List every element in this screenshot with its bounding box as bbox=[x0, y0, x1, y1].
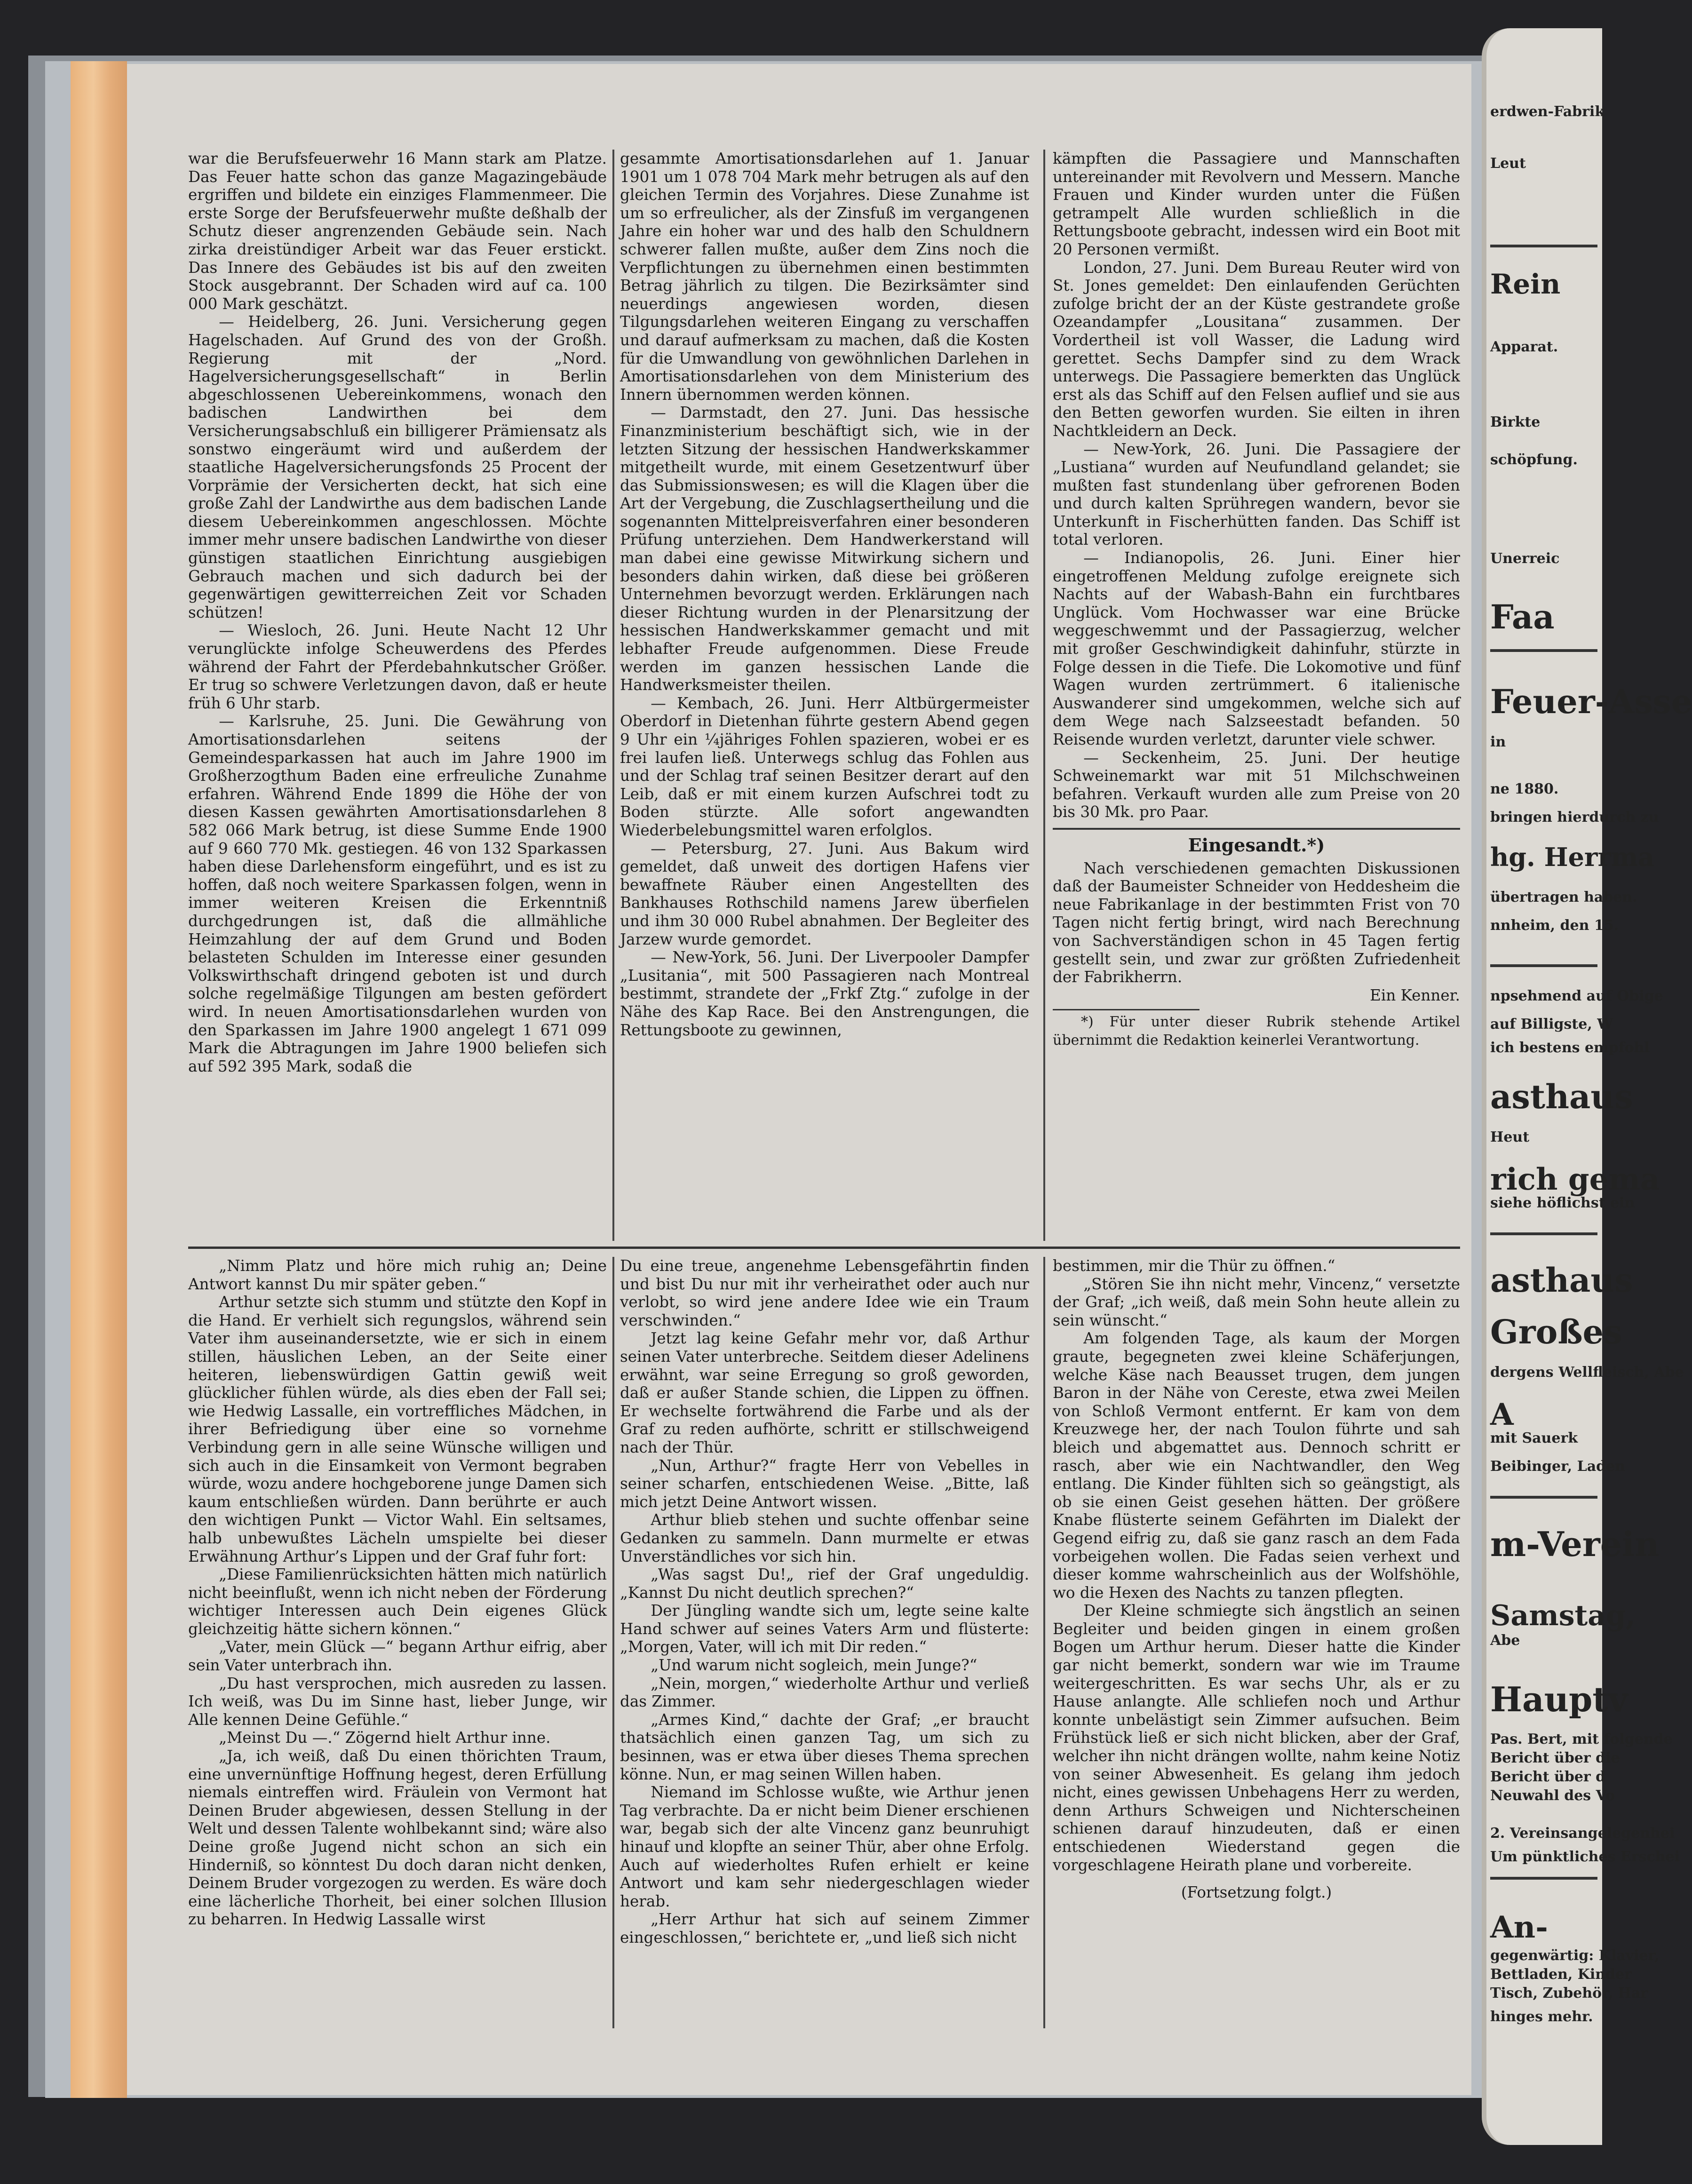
news-column-3 bbox=[1053, 150, 1460, 1050]
novel-paragraph: „Armes Kind,“ dachte der Graf; „er braucht thatsächlich einen ganzen Tag, um sich zu besinnen, was er etwa über dieses Thema sprechen könne. Nun, er mag seinen Willen haben. bbox=[620, 1710, 1029, 1783]
adjacent-page-fragment: hinges mehr. bbox=[1490, 2009, 1593, 2025]
news-paragraph: — Heidelberg, 26. Juni. Versicherung gegen Hagelschaden. Auf Grund des von der Großh. Regierung mit der „Nord. Hagelversicherungsgesellschaft“ in Berlin abgeschlossenen Uebereinkommens, wonach den badischen Landwirthen bei dem Versicherungsabschluß ein billigerer Prämiensatz als sonstwo eingeräumt wird und außerdem der staatliche Hagelversicherungsfonds 25 Procent der Vorprämie der Versicherten deckt, hat sich eine große Zahl der Landwirthe aus dem badischen Lande diesem Uebereinkommen angeschlossen. Möchte immer mehr unsere badischen Landwirthe von dieser günstigen staatlichen Einrichtung ausgiebigen Gebrauch machen und sich dadurch bei der gegenwärtigen gewitterreichen Zeit vor Schaden schützen! bbox=[188, 313, 607, 621]
adjacent-page-rule bbox=[1490, 245, 1597, 247]
adjacent-page-fragment: An- bbox=[1490, 1910, 1548, 1945]
adjacent-page-fragment: Bettladen, Kinder bbox=[1490, 1966, 1632, 1983]
adjacent-page-fragment: Unerreic bbox=[1490, 550, 1560, 567]
adjacent-page-rule bbox=[1490, 649, 1597, 652]
footnote-rule bbox=[1053, 1009, 1199, 1010]
novel-paragraph: Am folgenden Tage, als kaum der Morgen graute, begegneten zwei kleine Schäferjungen, welche Käse nach Beausset trugen, dem jungen Baron in der Nähe von Cereste, etwa zwei Meilen von Schloß Vermont entfernt. Er kam von dem Kreuzwege her, der nach Toulon führte und sah bleich und abgemattet aus. Dennoch schritt er rasch, aber wie ein Nachtwandler, den Weg entlang. Die Kinder fühlten sich so geängstigt, als ob sie einen Geist gesehen hätten. Der größere Knabe flüsterte seinem Gefährten im Dialekt der Gegend eifrig zu, daß sie ganz rasch an dem Fada vorbeigehen wollen. Die Fadas seien verhext und dieser komme wahrscheinlich aus der Wolfshöhle, wo die Hexen des Nachts zu tanzen pflegten. bbox=[1053, 1329, 1460, 1602]
adjacent-page-fragment: asthaus bbox=[1490, 1261, 1633, 1300]
novel-paragraph: „Und warum nicht sogleich, mein Junge?“ bbox=[651, 1656, 977, 1675]
adjacent-page-fragment: Großes bbox=[1490, 1312, 1622, 1351]
novel-paragraph: Jetzt lag keine Gefahr mehr vor, daß Arthur seinen Vater unterbreche. Seitdem dieser Adelinens erwähnt, war seine Erregung so groß geworden, daß er außer Stande schien, die Lippen zu öffnen. Er wechselte fortwährend die Farbe und als der Graf zu reden aufhörte, schritt er stillschweigend nach der Thür. bbox=[620, 1329, 1029, 1456]
novel-paragraph: „Du hast versprochen, mich ausreden zu lassen. Ich weiß, was Du im Sinne hast, lieber Junge, wir Alle kennen Deine Gefühle.“ bbox=[188, 1674, 607, 1729]
news-paragraph: — Kembach, 26. Juni. Herr Altbürgermeister Oberdorf in Dietenhan führte gestern Abend gegen 9 Uhr ein ¼jähriges Fohlen spazieren, wobei er es frei laufen ließ. Unterwegs schlug das Fohlen aus und der Schlag traf seinen Besitzer derart auf den Leib, daß er mit einem kurzen Aufschrei todt zu Boden stürzte. Alle sofort angewandten Wiederbelebungsmittel waren erfolglos. bbox=[620, 694, 1029, 839]
adjacent-page-fragment: Rein bbox=[1490, 268, 1561, 300]
novel-paragraph: „Diese Familienrücksichten hätten mich natürlich nicht beeinflußt, wenn ich nicht neben der Förderung wichtiger Interessen auch Dein eigenes Glück gleichzeitig hätte sichern können.“ bbox=[188, 1565, 607, 1638]
adjacent-page-fragment: ich bestens empfohl bbox=[1490, 1040, 1650, 1056]
novel-paragraph: „Was sagst Du!„ rief der Graf ungeduldig. „Kannst Du nicht deutlich sprechen?“ bbox=[620, 1565, 1029, 1602]
adjacent-page-fragment: Birkte bbox=[1490, 414, 1541, 430]
novel-paragraph: Der Jüngling wandte sich um, legte seine kalte Hand schwer auf seines Vaters Arm und flüsterte: „Morgen, Vater, will ich mit Dir reden.“ bbox=[620, 1602, 1029, 1656]
adjacent-page-fragment: 2. Vereinsangelegenhei bbox=[1490, 1825, 1675, 1842]
adjacent-page-fragment: Faa bbox=[1490, 597, 1555, 636]
adjacent-page-fragment: hg. Herrma bbox=[1490, 842, 1655, 872]
page-edge-stack bbox=[71, 61, 127, 2098]
adjacent-page-fragment: in bbox=[1490, 734, 1506, 750]
adjacent-page-rule bbox=[1490, 1496, 1597, 1499]
adjacent-page-rule bbox=[1490, 964, 1597, 967]
adjacent-page-fragment: siehe höflichst ein bbox=[1490, 1195, 1635, 1211]
news-column-1 bbox=[188, 150, 607, 1075]
news-paragraph: — Karlsruhe, 25. Juni. Die Gewährung von Amortisationsdarlehen seitens der Gemeindesparkassen hat auch im Jahre 1900 im Großherzogthum Baden eine erfreuliche Zunahme erfahren. Während Ende 1899 die Höhe der von diesen Kassen gewährten Amortisationsdarlehen 8 582 066 Mark betrug, ist diese Summe Ende 1900 auf 9 660 770 Mk. gestiegen. 46 von 132 Sparkassen haben diese Darlehensform eingeführt, und es ist zu hoffen, daß noch weitere Sparkassen folgen, wenn in immer weiteren Kreisen die Erkenntniß durchgedrungen ist, daß die allmähliche Heimzahlung der auf dem Grund und Boden belasteten Schulden im Interesse einer gesunden Volkswirthschaft dringend geboten ist und durch solche regelmäßige Tilgungen am besten gefördert wird. In neuen Amortisationsdarlehen wurden von den Sparkassen im Jahre 1900 angelegt 1 671 099 Mark die Abtragungen im Jahre 1900 beliefen sich auf 592 395 Mark, sodaß die bbox=[188, 712, 607, 1075]
editorial-footnote: *) Für unter dieser Rubrik stehende Artikel übernimmt die Redaktion keinerlei Verantwortung. bbox=[1053, 1014, 1460, 1048]
news-column-2 bbox=[620, 150, 1029, 1039]
adjacent-page-fragment: Heut bbox=[1490, 1129, 1530, 1145]
adjacent-page-fragment: Samstag, bbox=[1490, 1599, 1636, 1632]
column-rule-3 bbox=[612, 1257, 614, 2028]
adjacent-page-fragment: bringen hierdurch zu bbox=[1490, 809, 1659, 826]
novel-paragraph: „Ja, ich weiß, daß Du einen thörichten Traum, eine unvernünftige Hoffnung hegest, deren Erfüllung niemals eintreffen wird. Fräulein von Vermont hat Deinen Bruder abgewiesen, dessen Stellung in der Welt und dessen Talente wohlbekannt sind; wäre also Deine große Jugend nicht schon an sich ein Hinderniß, so könntest Du doch daran nicht denken, Deinem Bruder vorgezogen zu werden. Es wäre doch eine lächerliche Thorheit, bei einer solchen Illusion zu beharren. In Hedwig Lassalle wirst bbox=[188, 1747, 607, 1929]
novel-paragraph: Du eine treue, angenehme Lebensgefährtin finden und bist Du nur mit ihr verheirathet oder auch nur verlobt, so wird jene andere Idee wie ein Traum verschwinden.“ bbox=[620, 1257, 1029, 1329]
eingesandt-text: Nach verschiedenen gemachten Diskussionen daß der Baumeister Schneider von Heddesheim die neue Fabrikanlage in der bestimmten Frist von 70 Tagen nicht fertig bringt, wird nach Berechnung von Sachverständigen schon in 45 Tagen fertig gestellt sein, und zwar zur größten Zufriedenheit der Fabrikherrn. bbox=[1053, 859, 1460, 986]
adjacent-page-fragment: auf Billigste, W bbox=[1490, 1016, 1613, 1032]
novel-column-3 bbox=[1053, 1257, 1460, 1902]
continuation-note: (Fortsetzung folgt.) bbox=[1181, 1883, 1332, 1902]
novel-paragraph: Der Kleine schmiegte sich ängstlich an seinen Begleiter und beiden gingen in einem großen Bogen um Arthur herum. Dieser hatte die Kinder gar nicht bemerkt, sondern war wie im Traume weitergeschritten. Es war sechs Uhr, als er zu Hause anlangte. Alle schliefen noch und Arthur konnte unbelästigt sein Zimmer aufsuchen. Beim Frühstück ließ er sich nicht blicken, aber der Graf, welcher ihn nicht drängen wollte, nahm keine Notiz von seiner Abwesenheit. Es gelang ihm jedoch nicht, eines gewissen Unbehagens Herr zu werden, denn Arthurs Schweigen und Nichterscheinen schienen darauf hinzudeuten, daß er einen entschiedenen Wiederstand gegen die vorgeschlagene Heirath plane und vorbereite. bbox=[1053, 1602, 1460, 1874]
novel-paragraph: „Nein, morgen,“ wiederholte Arthur und verließ das Zimmer. bbox=[620, 1674, 1029, 1711]
novel-paragraph: „Nimm Platz und höre mich ruhig an; Deine Antwort kannst Du mir später geben.“ bbox=[188, 1257, 607, 1293]
adjacent-page-fragment: ne 1880. bbox=[1490, 781, 1559, 797]
news-paragraph: — Wiesloch, 26. Juni. Heute Nacht 12 Uhr verunglückte infolge Scheuwerdens des Pferdes während der Fahrt der Pferdebahnkutscher Größer. Er trug so schwere Verletzungen davon, daß er heute früh 6 Uhr starb. bbox=[188, 621, 607, 712]
adjacent-page-fragment: npsehmend auf Obige bbox=[1490, 988, 1663, 1004]
adjacent-page-fragment: Abe bbox=[1490, 1632, 1520, 1649]
adjacent-page-fragment: Bericht über d bbox=[1490, 1769, 1606, 1785]
novel-paragraph: „Vater, mein Glück —“ begann Arthur eifrig, aber sein Vater unterbrach ihn. bbox=[188, 1638, 607, 1675]
adjacent-page-rule bbox=[1490, 1232, 1597, 1235]
news-paragraph: war die Berufsfeuerwehr 16 Mann stark am Platze. Das Feuer hatte schon das ganze Magazingebäude ergriffen und bildete ein einziges Flammenmeer. Die erste Sorge der Berufsfeuerwehr mußte deßhalb der Schutz dieser angrenzenden Gebäude sein. Nach zirka dreistündiger Arbeit war das Feuer erstickt. Das Innere des Gebäudes ist bis auf den zweiten Stock ausgebrannt. Der Schaden wird auf ca. 100 000 Mark geschätzt. bbox=[188, 150, 607, 313]
news-paragraph: — New-York, 56. Juni. Der Liverpooler Dampfer „Lusitania“, mit 500 Passagieren nach Montreal bestimmt, strandete der „Frkf Ztg.“ zufolge in der Nähe des Kap Race. Bei den Anstrengungen, die Rettungsboote zu gewinnen, bbox=[620, 948, 1029, 1039]
novel-paragraph: Arthur setzte sich stumm und stützte den Kopf in die Hand. Er verhielt sich regungslos, während sein Vater ihm auseinandersetzte, wie er sich in einem stillen, häuslichen Leben, an der Seite einer heiteren, liebenswürdigen Gattin gewiß weit glücklicher fühlen würde, als dies eben der Fall sei; wie Hedwig Lassalle, ein vortreffliches Mädchen, in ihrer Befriedigung über eine so vornehme Verbindung gern in alle seine Wünsche willigen und sich auch in die Einsamkeit von Vermont begraben würde, wozu andere hochgeborene junge Damen sich kaum entschließen würden. Dann berührte er auch den wichtigen Punkt — Victor Wahl. Ein seltsames, halb unbewußtes Lächeln umspielte bei dieser Erwähnung Arthur’s Lippen und der Graf fuhr fort: bbox=[188, 1293, 607, 1565]
news-paragraph: — Seckenheim, 25. Juni. Der heutige Schweinemarkt war mit 51 Milchschweinen befahren. Verkauft wurden alle zum Preise von 20 bis 30 Mk. pro Paar. bbox=[1053, 748, 1460, 821]
novel-column-2 bbox=[620, 1257, 1029, 1947]
news-paragraph: — Darmstadt, den 27. Juni. Das hessische Finanzministerium beschäftigt sich, wie in der letzten Sitzung der hessischen Handwerkskammer mitgetheilt wurde, mit einem Gesetzentwurf über das Submissionswesen; es will die Klagen über die Art der Vergebung, die Zuschlagsertheilung und die sogenannten Mittelpreisverfahren einer besonderen Prüfung unterziehen. Dem Handwerkerstand will man dabei eine gewisse Mitwirkung sichern und besonders dahin wirken, daß diese bei größeren Unternehmen bevorzugt werden. Erklärungen nach dieser Richtung wurden in der Plenarsitzung der hessischen Handwerkskammer gemacht und mit lebhafter Freude aufgenommen. Diese Freude werden im ganzen hessischen Lande die Handwerksmeister theilen. bbox=[620, 404, 1029, 694]
adjacent-page-fragment: Tisch, Zubehör, Har bbox=[1490, 1985, 1648, 2001]
adjacent-page-fragment: übertragen haben. bbox=[1490, 889, 1637, 905]
novel-paragraph: „Nun, Arthur?“ fragte Herr von Vebelles in seiner scharfen, entschiedenen Weise. „Bitte, laß mich jetzt Deine Antwort wissen. bbox=[620, 1456, 1029, 1511]
adjacent-page-fragment: mit Sauerk bbox=[1490, 1430, 1578, 1446]
adjacent-page-fragment: A bbox=[1490, 1397, 1514, 1432]
novel-column-1 bbox=[188, 1257, 607, 1929]
adjacent-page-fragment: gegenwärtig: Klavier, bbox=[1490, 1947, 1660, 1964]
adjacent-page-fragment: Apparat. bbox=[1490, 339, 1558, 355]
adjacent-page-fragment: erdwen-Fabrik bbox=[1490, 103, 1605, 120]
news-paragraph: kämpften die Passagiere und Mannschaften untereinander mit Revolvern und Messern. Manche Frauen und Kinder wurden unter die Füßen getrampelt Alle wurden schließlich in die Rettungsboote gebracht, indessen wird ein Boot mit 20 Personen vermißt. bbox=[1053, 150, 1460, 258]
adjacent-page-fragment: Feuer-Asse bbox=[1490, 682, 1692, 721]
news-paragraph: — New-York, 26. Juni. Die Passagiere der „Lustiana“ wurden auf Neufundland gelandet; sie mußten fast stundenlang über gefrorenen Boden und durch kalten Sprühregen wandern, bevor sie Unterkunft in Fischerhütten fanden. Das Schiff ist total verloren. bbox=[1053, 440, 1460, 549]
news-paragraph: London, 27. Juni. Dem Bureau Reuter wird von St. Jones gemeldet: Den einlaufenden Gerüchten zufolge bricht der an der Küste gestrandete große Ozeandampfer „Lousitana“ zusammen. Der Vordertheil ist voll Wasser, die Ladung wird gerettet. Sechs Dampfer sind zu dem Wrack unterwegs. Die Passagiere bemerkten das Unglück erst als das Schiff auf den Felsen auflief und sie aus den Betten geworfen wurden. Sie eilten in ihren Nachtkleidern an Deck. bbox=[1053, 258, 1460, 440]
adjacent-page-fragment: Beibinger, Laden bbox=[1490, 1458, 1626, 1475]
adjacent-page-fragment: nnheim, den 15. bbox=[1490, 917, 1619, 934]
adjacent-page-fragment: rich gema bbox=[1490, 1162, 1660, 1197]
novel-paragraph: „Stören Sie ihn nicht mehr, Vincenz,“ versetzte der Graf; „ich weiß, daß mein Sohn heute allein zu sein wünscht.“ bbox=[1053, 1275, 1460, 1329]
adjacent-page-fragment: asthaus bbox=[1490, 1077, 1633, 1116]
adjacent-page-fragment: schöpfung. bbox=[1490, 452, 1578, 468]
eingesandt-heading: Eingesandt.*) bbox=[1188, 834, 1325, 856]
novel-paragraph: „Herr Arthur hat sich auf seinem Zimmer eingeschlossen,“ berichtete er, „und ließ sich nicht bbox=[620, 1910, 1029, 1946]
news-paragraph: — Indianopolis, 26. Juni. Einer hier eingetroffenen Meldung zufolge ereignete sich Nachts auf der Wabash-Bahn ein furchtbares Unglück. Vom Hochwasser war eine Brücke weggeschwemmt und der Passagierzug, welcher mit großer Geschwindigkeit dahinfuhr, stürzte in Folge dessen in die Tiefe. Die Lokomotive und fünf Wagen wurden zertrümmert. 6 italienische Auswanderer sind umgekommen, welche sich auf dem Wege nach Salzseestadt befanden. 50 Reisende wurden verletzt, darunter viele schwer. bbox=[1053, 549, 1460, 748]
adjacent-page-rule bbox=[1490, 1877, 1597, 1880]
adjacent-page-fragment: Bericht über die bbox=[1490, 1750, 1620, 1766]
eingesandt-rule-top bbox=[1053, 828, 1460, 830]
adjacent-page-fragment: Um pünktliches Erschei bbox=[1490, 1849, 1680, 1865]
adjacent-page-fragment: dergens Wellfleisch, Abe bbox=[1490, 1364, 1684, 1381]
news-paragraph: — Petersburg, 27. Juni. Aus Bakum wird gemeldet, daß unweit des dortigen Hafens vier bewaffnete Räuber einen Angestellten des Bankhauses Rothschild namens Jarew überfielen und ihm 30 000 Rubel abnahmen. Der Begleiter des Jarzew wurde gemordet. bbox=[620, 839, 1029, 948]
novel-paragraph: bestimmen, mir die Thür zu öffnen.“ bbox=[1053, 1257, 1335, 1275]
news-paragraph: gesammte Amortisationsdarlehen auf 1. Januar 1901 um 1 078 704 Mark mehr betrugen als auf den gleichen Termin des Vorjahres. Diese Zunahme ist um so erfreulicher, als der Zinsfuß im vergangenen Jahre ein hoher war und des halb den Schuldnern schwerer fallen mußte, außer dem Zins noch die Verpflichtungen zu übernehmen einen bestimmten Betrag jährlich zu tilgen. Die Bezirksämter sind neuerdings angewiesen worden, diesen Tilgungsdarlehen weiteren Eingang zu verschaffen und darauf aufmerksam zu machen, daß die Kosten für die Umwandlung von gewöhnlichen Darlehen in Amortisationsdarlehen von dem Ministerium des Innern übernommen werden können. bbox=[620, 150, 1029, 404]
eingesandt-signature: Ein Kenner. bbox=[1370, 986, 1460, 1004]
adjacent-page-fragment: Hauptv bbox=[1490, 1679, 1628, 1719]
adjacent-page-fragment: m-Verein bbox=[1490, 1524, 1660, 1564]
feuilleton-separator bbox=[188, 1247, 1460, 1249]
adjacent-page-fragment: Pas. Bert, mit folgende bbox=[1490, 1731, 1673, 1747]
adjacent-page-fragment: Neuwahl des Vo bbox=[1490, 1787, 1615, 1804]
novel-paragraph: „Meinst Du —.“ Zögernd hielt Arthur inne. bbox=[219, 1729, 551, 1747]
novel-paragraph: Niemand im Schlosse wußte, wie Arthur jenen Tag verbrachte. Da er nicht beim Diener erschienen war, begab sich der alte Vincenz ganz beunruhigt hinauf und klopfte an seiner Thür, aber ohne Erfolg. Auch auf wiederholtes Rufen erhielt er keine Antwort und kam sehr niedergeschlagen wieder herab. bbox=[620, 1783, 1029, 1910]
novel-paragraph: Arthur blieb stehen und suchte offenbar seine Gedanken zu sammeln. Dann murmelte er etwas Unverständliches vor sich hin. bbox=[620, 1511, 1029, 1565]
column-rule-4 bbox=[1043, 1257, 1045, 2028]
column-rule-1 bbox=[612, 150, 614, 1241]
adjacent-page-fragment: Leut bbox=[1490, 155, 1526, 172]
column-rule-2 bbox=[1043, 150, 1045, 1241]
